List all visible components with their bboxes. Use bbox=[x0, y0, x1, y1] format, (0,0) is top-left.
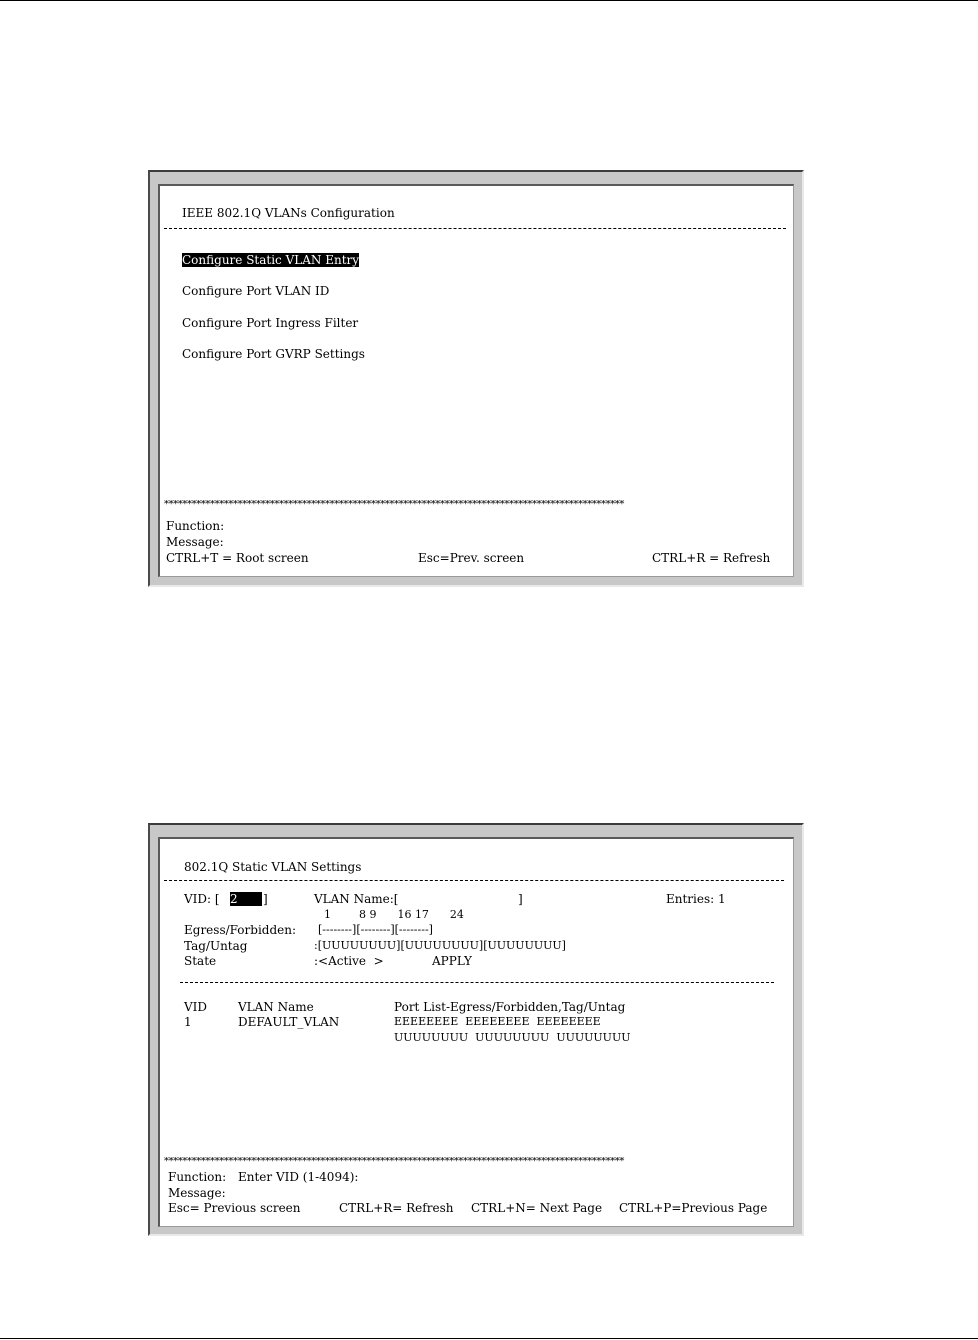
apply-button[interactable]: APPLY bbox=[432, 954, 472, 968]
shortcut-next-page[interactable]: CTRL+N= Next Page bbox=[471, 1201, 603, 1215]
row-vlan-name[interactable]: DEFAULT_VLAN bbox=[238, 1015, 340, 1029]
tag-untag-label: Tag/Untag bbox=[184, 939, 248, 953]
tag-untag-input[interactable]: :[UUUUUUUU][UUUUUUUU][UUUUUUUU] bbox=[314, 939, 566, 952]
menu-configure-static-vlan-entry[interactable]: Configure Static VLAN Entry bbox=[182, 253, 360, 267]
egress-forbidden-label: Egress/Forbidden: bbox=[184, 923, 297, 937]
status-divider-stars: **************************************************************************************************** bbox=[164, 500, 625, 510]
title-divider bbox=[164, 880, 784, 881]
vlan-name-close-bracket: ] bbox=[518, 892, 523, 906]
menu-configure-port-gvrp-settings[interactable]: Configure Port GVRP Settings bbox=[182, 347, 365, 361]
vid-close-bracket: ] bbox=[263, 892, 268, 906]
shortcut-previous-screen[interactable]: Esc= Previous screen bbox=[168, 1201, 301, 1215]
egress-forbidden-input[interactable]: [--------][--------][--------] bbox=[318, 923, 433, 936]
row-vid[interactable]: 1 bbox=[184, 1015, 192, 1029]
screen-title: IEEE 802.1Q VLANs Configuration bbox=[182, 206, 395, 220]
vlan-config-window bbox=[148, 170, 804, 587]
function-label: Function: bbox=[166, 519, 225, 533]
vid-label: VID: [ bbox=[184, 892, 220, 906]
shortcut-root-screen[interactable]: CTRL+T = Root screen bbox=[166, 551, 309, 565]
state-label: State bbox=[184, 954, 217, 968]
vlan-config-terminal bbox=[158, 184, 794, 577]
menu-configure-port-ingress-filter[interactable]: Configure Port Ingress Filter bbox=[182, 316, 359, 330]
status-divider-stars: **************************************************************************************************** bbox=[164, 1157, 625, 1167]
port-number-ruler: 1 8 9 16 17 24 bbox=[324, 908, 464, 921]
page-bottom-rule bbox=[0, 1338, 978, 1339]
shortcut-refresh[interactable]: CTRL+R= Refresh bbox=[339, 1201, 454, 1215]
function-value: Enter VID (1-4094): bbox=[238, 1170, 359, 1184]
state-select[interactable]: :<Active > bbox=[314, 954, 384, 968]
col-header-port-list: Port List-Egress/Forbidden,Tag/Untag bbox=[394, 1000, 626, 1014]
static-vlan-window bbox=[148, 823, 804, 1236]
entries-count: Entries: 1 bbox=[666, 892, 726, 906]
shortcut-prev-screen[interactable]: Esc=Prev. screen bbox=[418, 551, 525, 565]
row-tag-list: UUUUUUUU UUUUUUUU UUUUUUUU bbox=[394, 1031, 631, 1044]
title-divider bbox=[164, 228, 786, 229]
col-header-vlan-name: VLAN Name bbox=[238, 1000, 314, 1014]
row-egress-list: EEEEEEEE EEEEEEEE EEEEEEEE bbox=[394, 1015, 601, 1028]
static-vlan-terminal bbox=[158, 837, 794, 1227]
col-header-vid: VID bbox=[184, 1000, 208, 1014]
screen-title: 802.1Q Static VLAN Settings bbox=[184, 860, 362, 874]
function-label: Function: bbox=[168, 1170, 227, 1184]
vid-input[interactable]: 2 bbox=[230, 892, 262, 906]
message-label: Message: bbox=[168, 1186, 226, 1200]
page-top-rule bbox=[0, 0, 978, 1]
shortcut-refresh[interactable]: CTRL+R = Refresh bbox=[652, 551, 771, 565]
menu-configure-port-vlan-id[interactable]: Configure Port VLAN ID bbox=[182, 284, 330, 298]
shortcut-previous-page[interactable]: CTRL+P=Previous Page bbox=[619, 1201, 768, 1215]
message-label: Message: bbox=[166, 535, 224, 549]
table-divider bbox=[180, 982, 774, 983]
vlan-name-label: VLAN Name:[ bbox=[314, 892, 399, 906]
